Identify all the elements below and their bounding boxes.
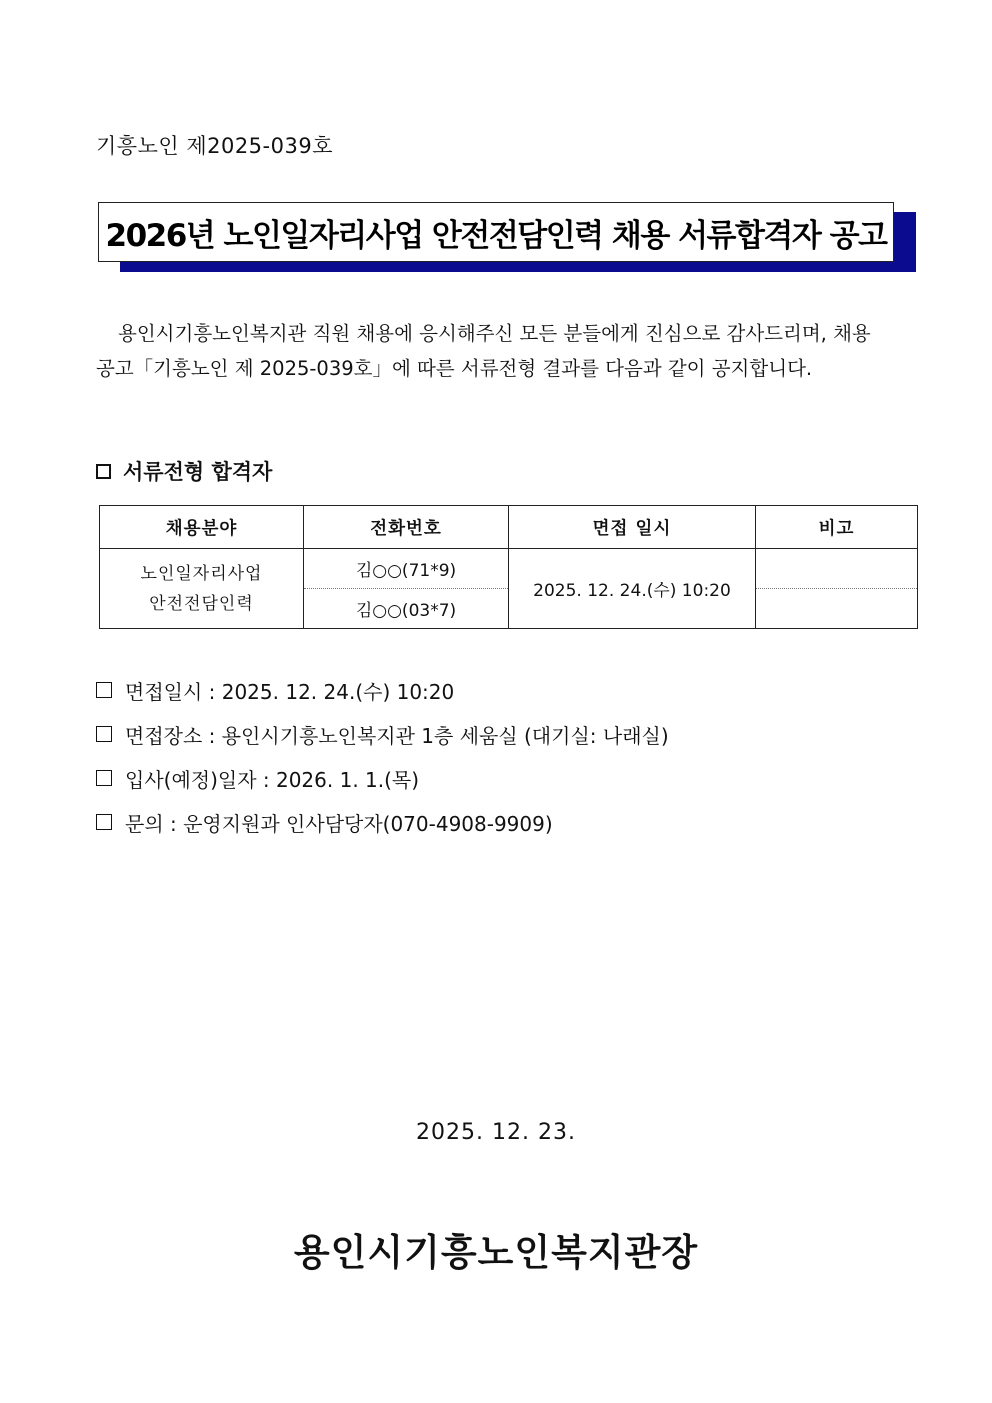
results-table [99, 505, 918, 629]
applicant-cell: 김○○(03*7) [304, 589, 509, 629]
title-banner [98, 202, 916, 272]
page-title: 2026년 노인일자리사업 안전전담인력 채용 서류합격자 공고 [98, 202, 894, 262]
signer-title: 용인시기흥노인복지관장 [293, 1231, 699, 1274]
list-item [96, 800, 669, 844]
table-row [100, 549, 918, 589]
note-cell [756, 549, 918, 589]
document-number: 기흥노인 제2025-039호 [96, 134, 333, 158]
info-interview-place: 면접장소 : 용인시기흥노인복지관 1층 세움실 (대기실: 나래실) [125, 723, 669, 748]
table-header-row [100, 506, 918, 549]
section-heading [96, 456, 272, 486]
col-header-field: 채용분야 [100, 506, 304, 549]
field-cell [100, 549, 304, 629]
info-interview-time: 면접일시 : 2025. 12. 24.(수) 10:20 [125, 679, 455, 704]
note-cell [756, 589, 918, 629]
intro-paragraph [96, 316, 918, 386]
col-header-phone: 전화번호 [304, 506, 509, 549]
square-bullet-icon [96, 464, 111, 479]
col-header-interview: 면접 일시 [509, 506, 756, 549]
checkbox-square-icon [96, 726, 112, 742]
info-contact: 문의 : 운영지원과 인사담당자(070-4908-9909) [125, 811, 553, 836]
intro-line-1: 용인시기흥노인복지관 직원 채용에 응시해주신 모든 분들에게 진심으로 감사드리며, 채용 [118, 322, 871, 345]
col-header-note: 비고 [756, 506, 918, 549]
intro-line-2: 공고「기흥노인 제 2025-039호」에 따른 서류전형 결과를 다음과 같이 공지합니다. [96, 357, 813, 380]
interview-time-cell: 2025. 12. 24.(수) 10:20 [509, 549, 756, 629]
checkbox-square-icon [96, 770, 112, 786]
info-list [96, 668, 669, 844]
checkbox-square-icon [96, 682, 112, 698]
issue-date: 2025. 12. 23. [416, 1120, 576, 1145]
checkbox-square-icon [96, 814, 112, 830]
field-line-2: 안전전담인력 [149, 593, 254, 614]
list-item [96, 712, 669, 756]
list-item [96, 756, 669, 800]
section-heading-label: 서류전형 합격자 [123, 460, 273, 484]
info-start-date: 입사(예정)일자 : 2026. 1. 1.(목) [125, 767, 420, 792]
field-line-1: 노인일자리사업 [140, 563, 263, 584]
applicant-cell: 김○○(71*9) [304, 549, 509, 589]
list-item [96, 668, 669, 712]
